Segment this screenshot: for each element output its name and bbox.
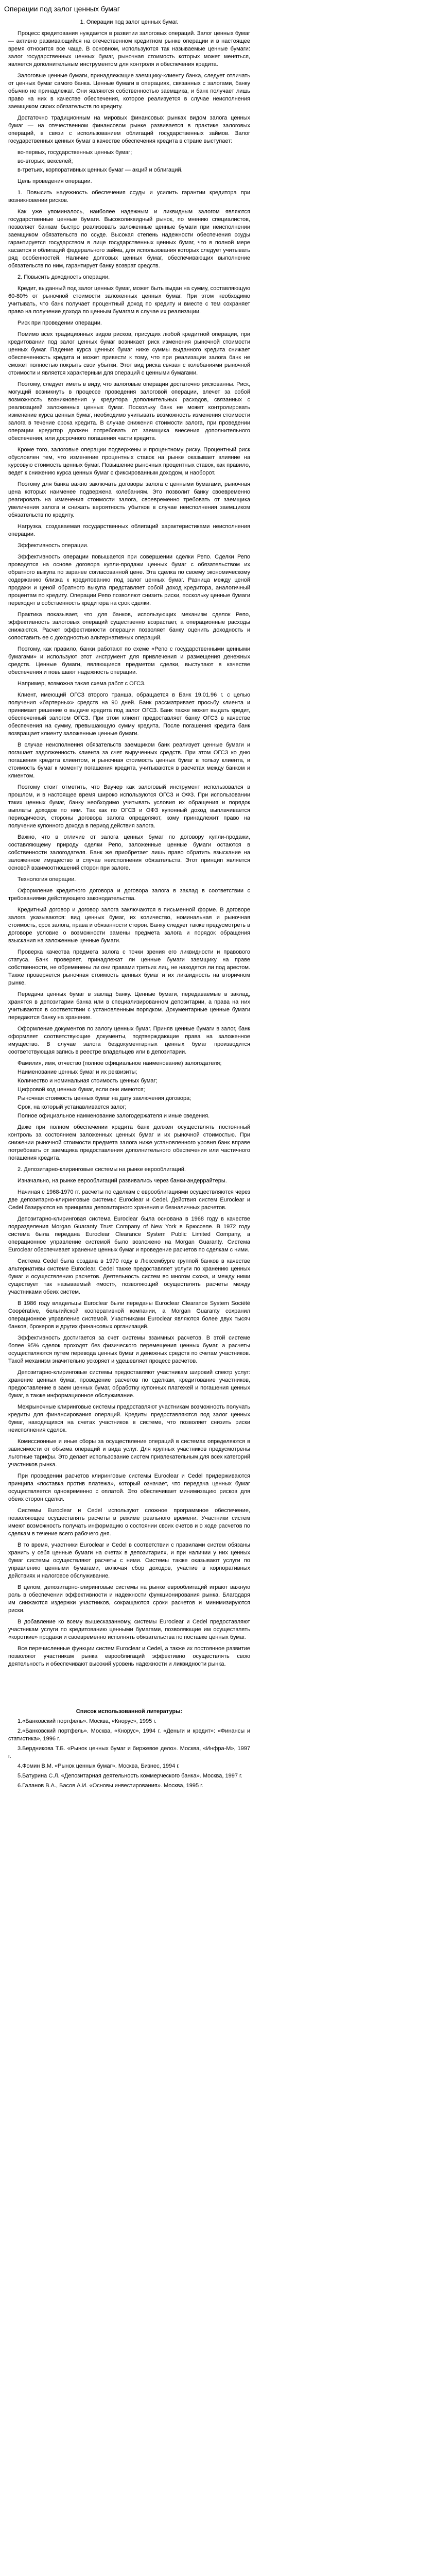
paragraph: Эффективность операции повышается при совершении сделки Репо. Сделки Репо проводятся на основе договора купли-продажи ценных бумаг с обязательством их обратного выкупа по заранее согласованной цене. Эта сделка по своему экономическому содержанию близка к кредитованию под залог ценных бумаг. Разница между ценой продажи и ценой обратного выкупа представляет собой доход кредитора, аналогичный процентам по кредиту. Операции Репо позволяют снизить риски, поскольку ценные бумаги переходят в собственность кредитора на срок сделки. [8, 554, 250, 606]
reference-item: 6.Галанов В.А., Басов А.И. «Основы инвестирования». Москва, 1995 г. [18, 1783, 203, 1789]
paragraph: Как уже упоминалось, наиболее надежным и ликвидным залогом являются государственные ценные бумаги. Высоколиквидный рынок, по мнению специалистов, позволяет банкам быстро реализовать заложенные ценные бумаги при неисполнении заемщиком обязательств по ссуде. Высокая степень надежности обеспечения ссуды гарантируется государством в лице государственных ценных бумаг, что в полной мере касается и облигаций федерального займа, для использования которых следует учитывать ряд особенностей. Наличие долговых ценных бумаг, обеспечивающих выполнение обязательств по ним, гарантирует банку возврат средств. [8, 209, 250, 269]
list-item: во-первых, государственных ценных бумаг; [18, 149, 132, 156]
paragraph: В целом, депозитарно-клиринговые системы на рынке еврооблигаций играют важную роль в обеспечении эффективности и надежности функционирования рынка. Благодаря им снижаются издержки участников, сокращаются сроки расчетов и минимизируются риски. [8, 1584, 250, 1614]
reference-item: 2.«Банковский портфель». Москва, «Кнорус», 1994 г. «Деньги и кредит»: «Финансы и статистика», 1996 г. [8, 1728, 250, 1742]
paragraph: Депозитарно-клиринговые системы предоставляют участникам широкий спектр услуг: хранение ценных бумаг, проведение расчетов по сделкам, кредитование участников, предоставление в заем ценных бумаг, обработку купонных платежей и погашения ценных бумаг, а также информационное обслуживание. [8, 1369, 250, 1399]
paragraph: Риск при проведении операции. [18, 320, 102, 326]
paragraph: Межрыночные клиринговые системы предоставляют участникам возможность получать кредиты для финансирования операций. Кредиты предоставляются под залог ценных бумаг, находящихся на счетах участников в системе, что позволяет снизить риски неисполнения сделок. [8, 1404, 250, 1433]
paragraph: Поэтому, как правило, банки работают по схеме «Репо с государственными ценными бумагами» и используют этот инструмент для привлечения и размещения денежных средств. Ценные бумаги, являющиеся предметом сделки, выступают в качестве обеспечения и повышают надежность операции. [8, 646, 250, 675]
list-item: Рыночная стоимость ценных бумаг на дату заключения договора; [18, 1095, 191, 1101]
paragraph: Даже при полном обеспечении кредита банк должен осуществлять постоянный контроль за состоянием заложенных ценных бумаг и их рыночной стоимостью. При снижении рыночной стоимости предмета залога ниже установленного уровня банк вправе потребовать от заемщика предоставления дополнительного обеспечения или частичного погашения кредита. [8, 1124, 250, 1161]
reference-item: 3.Бердникова Т.Б. «Рынок ценных бумаг и биржевое дело». Москва, «Инфра-М», 1997 г. [8, 1745, 250, 1759]
bullet-list [18, 1060, 250, 1120]
document-title: Операции под залог ценных бумаг [4, 5, 120, 13]
list-item: во-вторых, векселей; [18, 158, 73, 164]
paragraph: Оформление кредитного договора и договора залога в заклад в соответствии с требованиями действующего законодательства. [8, 888, 250, 902]
paragraph: Кроме того, залоговые операции подвержены и процентному риску. Процентный риск обусловлен тем, что изменение процентных ставок на рынке оказывает влияние на курсовую стоимость ценных бумаг. Повышение рыночных процентных ставок, как правило, ведет к снижению курса ценных бумаг с фиксированным доходом, и наоборот. [8, 447, 250, 476]
paragraph: Эффективность операции. [18, 543, 89, 549]
paragraph: Система Cedel была создана в 1970 году в Люксембурге группой банков в качестве альтернативы системе Euroclear. Cedel также предоставляет услуги по хранению ценных бумаг и осуществлению расчетов. Деятельность систем во многом схожа, и между ними существует так называемый «мост», позволяющий осуществлять расчеты между участниками обеих систем. [8, 1258, 250, 1295]
paragraph: Проверка качества предмета залога с точки зрения его ликвидности и правового статуса. Банк проверяет, принадлежат ли ценные бумаги заемщику на праве собственности, не обременены ли они правами третьих лиц, не находятся ли под арестом. Также проверяется рыночная стоимость ценных бумаг и их ликвидность на вторичном рынке. [8, 949, 250, 986]
list-item: Наименование ценных бумаг и их реквизиты; [18, 1069, 137, 1075]
references-title: Список использованной литературы: [76, 1708, 183, 1715]
paragraph: Например, возможна такая схема работ с ОГСЗ. [18, 681, 146, 687]
paragraph: 1. Повысить надежность обеспечения ссуды и усилить гарантии кредитора при возникновении рисков. [8, 190, 250, 204]
list-item: Полное официальное наименование залогодержателя и иные сведения. [18, 1113, 210, 1119]
paragraph: В добавление ко всему вышесказанному, системы Euroclear и Cedel предоставляют участникам услуги по кредитованию ценными бумагами, позволяющие им осуществлять «короткие» продажи и своевременно исполнять обязательства по поставке ценных бумаг. [8, 1619, 250, 1640]
bullet-list [18, 149, 250, 174]
paragraph: Цель проведения операции. [18, 178, 92, 184]
paragraph: Депозитарно-клиринговая система Euroclear была основана в 1968 году в качестве подразделения Morgan Guaranty Trust Company of New York в Брюсселе. В 1972 году система была передана Euroclear Clearance System Public Limited Company, а операционное управление системой было возложено на Morgan Guaranty. Система Euroclear обеспечивает хранение ценных бумаг и проведение расчетов по сделкам с ними. [8, 1216, 250, 1253]
paragraph: Технология операции. [18, 876, 76, 883]
paragraph: Передача ценных бумаг в заклад банку. Ценные бумаги, передаваемые в заклад, хранятся в депозитарии банка или в специализированном депозитарии, а права на них учитываются в соответствии с установленным порядком. Документарные ценные бумаги передаются банку на хранение. [8, 991, 250, 1021]
reference-item: 5.Батурина С.Л. «Депозитарная деятельность коммерческого банка». Москва, 1997 г. [18, 1773, 242, 1779]
paragraph: Оформление документов по залогу ценных бумаг. Приняв ценные бумаги в залог, банк оформляет соответствующие документы, подтверждающие права на заложенное имущество. В случае залога бездокументарных ценных бумаг производится соответствующая запись в реестре владельцев или в депозитарии. [8, 1026, 250, 1055]
paragraph: Системы Euroclear и Cedel используют сложное программное обеспечение, позволяющее осуществлять расчеты в режиме реального времени. Участники систем имеют возможность получать информацию о состоянии своих счетов и о ходе расчетов по сделкам в течение всего рабочего дня. [8, 1507, 250, 1537]
list-item: Фамилия, имя, отчество (полное официальное наименование) залогодателя; [18, 1060, 222, 1066]
list-item: Срок, на который устанавливается залог; [18, 1104, 127, 1110]
paragraph: Помимо всех традиционных видов рисков, присущих любой кредитной операции, при кредитовании под залог ценных бумаг возникает риск изменения рыночной стоимости ценных бумаг. Падение курса ценных бумаг ниже суммы выданного кредита снижает обеспеченность кредита и может привести к тому, что при реализации залога банк не сможет полностью покрыть свои убытки. Этот вид риска связан с колебаниями рыночной стоимости и является характерным для операций с ценными бумагами. [8, 331, 250, 376]
reference-item: 1.«Банковский портфель». Москва, «Кнорус», 1995 г. [18, 1718, 157, 1724]
list-item: в-третьих, корпоративных ценных бумаг — акций и облигаций. [18, 167, 183, 173]
paragraph: Нагрузка, создаваемая государственных облигаций характеристиками неисполнения операции. [8, 523, 250, 537]
list-item: Цифровой код ценных бумаг, если они имеются; [18, 1087, 145, 1093]
paragraph: Достаточно традиционным на мировых финансовых рынках видом залога ценных бумаг — на отечественном финансовом рынке развивается в практике залоговых операций, в связи с использованием облигаций государственных займов. Залог государственных ценных бумаг в качестве обеспечения кредита в стране выступает: [8, 115, 250, 144]
paragraph: Поэтому для банка важно заключать договоры залога с ценными бумагами, рыночная цена которых наименее подвержена колебаниям. Это позволит банку своевременно реагировать на изменения стоимости залога, своевременно требовать от заемщика увеличения залога и снижать вероятность убытков в случае неисполнения заемщиком обязательств по кредиту. [8, 481, 250, 518]
section-spacer [4, 1672, 432, 1708]
paragraph: Начиная с 1968-1970 гг. расчеты по сделкам с еврооблигациями осуществляются через две депозитарно-клиринговые системы: Euroclear и Cedel. Действия систем Euroclear и Cedel базируются на принципах депозитарного хранения и безналичных расчетов. [8, 1189, 250, 1211]
paragraph: Кредит, выданный под залог ценных бумаг, может быть выдан на сумму, составляющую 60-80% от рыночной стоимости заложенных ценных бумаг. При этом необходимо учитывать, что банк получает процентный доход по кредиту и вместе с тем сохраняет право на получение дохода по ценным бумагам в случае их реализации. [8, 285, 250, 315]
paragraph: В то время, участники Euroclear и Cedel в соответствии с правилами систем обязаны хранить у себя ценные бумаги на счетах в депозитариях, и при наличии у них ценных бумаг системы осуществляют расчеты с ними. Системы также оказывают услуги по управлению ценными бумагами, включая сбор доходов, участие в корпоративных действиях и налоговое обслуживание. [8, 1542, 250, 1579]
reference-item: 4.Фомин В.М. «Рынок ценных бумаг». Москва, Бизнес, 1994 г. [18, 1763, 180, 1769]
paragraph: Поэтому стоит отметить, что Ваучер как залоговый инструмент использовался в прошлом, и в настоящее время широко используются ОГСЗ и ОФЗ. При использовании таких ценных бумаг, банку необходимо учитывать условия их обращения и порядок выплаты доходов по ним. Так как по ОГСЗ и ОФЗ купонный доход выплачивается периодически, стороны договора залога определяют, кому принадлежит право на получение купонного дохода в период действия залога. [8, 784, 250, 829]
paragraph: Залоговые ценные бумаги, принадлежащие заемщику-клиенту банка, следует отличать от ценных бумаг самого банка. Ценные бумаги в операциях, связанных с залогами, банку обычно не принадлежат. Они являются собственностью заемщика, и банк получает лишь право на них в качестве обеспечения, которое реализуется в случае неисполнения заемщиком своих обязательств по кредиту. [8, 73, 250, 110]
paragraph: 2. Депозитарно-клиринговые системы на рынке еврооблигаций. [18, 1166, 186, 1173]
paragraph: Клиент, имеющий ОГСЗ второго транша, обращается в Банк 19.01.96 г. с целью получения «бартерных» средств на 90 дней. Банк рассматривает просьбу клиента и принимает решение о выдаче кредита под залог ОГСЗ. Банк также может выдать кредит, обеспеченный залогом ОГСЗ. При этом клиент предоставляет банку ОГСЗ в качестве обеспечения на сумму, превышающую сумму кредита. После погашения кредита банк возвращает клиенту заложенные ценные бумаги. [8, 692, 250, 737]
paragraph: В 1986 году владельцы Euroclear были переданы Euroclear Clearance System Société Coopérative, бельгийской кооперативной компании, а Morgan Guaranty сохранил операционное управление системой. Участниками Euroclear являются более двух тысяч банков, брокеров и других финансовых организаций. [8, 1300, 250, 1330]
section-heading: 1. Операции под залог ценных бумаг. [80, 19, 179, 25]
paragraph: Кредитный договор и договор залога заключаются в письменной форме. В договоре залога указываются: вид ценных бумаг, их количество, номинальная и рыночная стоимость, срок залога, права и обязанности сторон. Банку следует также предусмотреть в договоре условие о возможности замены предмета залога и порядок обращения взыскания на заложенные ценные бумаги. [8, 907, 250, 944]
list-item: Количество и номинальная стоимость ценных бумаг; [18, 1078, 158, 1084]
paragraph: Изначально, на рынке еврооблигаций развивались через банки-андеррайтеры. [18, 1178, 227, 1184]
paragraph: В случае неисполнения обязательств заемщиком банк реализует ценные бумаги и погашает задолженность клиента за счет вырученных средств. При этом ОГСЗ ко дню погашения кредита клиентом, и рыночная стоимость ценных бумаг в пользу клиента, и стоимость бумаг к моменту погашения кредита, учитываются в расчетах между банком и клиентом. [8, 742, 250, 779]
paragraph: Эффективность достигается за счет системы взаимных расчетов. В этой системе более 95% сделок проходят без физического перемещения ценных бумаг, а расчеты осуществляются путем перевода ценных бумаг и денежных средств по счетам участников. Такой механизм значительно ускоряет и удешевляет процесс расчетов. [8, 1335, 250, 1364]
references-list [8, 1718, 250, 1790]
paragraph: Процесс кредитования нуждается в развитии залоговых операций. Залог ценных бумаг — активно развивающийся на отечественном кредитном рынке операции и в настоящее время относится все чаще. В основном, используются так называемые ценные бумаги: залог государственных ценных бумаг, рыночная стоимость которых может меняться, является дополнительным инструментом для контроля и обеспечения кредита. [8, 30, 250, 67]
references-section [8, 1708, 250, 1790]
document-body [8, 19, 250, 1668]
paragraph: При проведении расчетов клиринговые системы Euroclear и Cedel придерживаются принципа «поставка против платежа», который означает, что передача ценных бумаг осуществляется одновременно с оплатой. Это обеспечивает минимизацию рисков для обеих сторон сделки. [8, 1473, 250, 1502]
paragraph: Практика показывает, что для банков, использующих механизм сделок Репо, эффективность залоговых операций существенно возрастает, а операционные расходы снижаются. Расчет эффективности операции позволяет банку оценить доходность и сопоставить ее с доходностью альтернативных операций. [8, 612, 250, 641]
paragraph: Все перечисленные функции систем Euroclear и Cedel, а также их постоянное развитие позволяют участникам рынка еврооблигаций эффективно осуществлять свою деятельность и обеспечивают высокий уровень надежности и ликвидности рынка. [8, 1646, 250, 1667]
paragraph: 2. Повысить доходность операции. [18, 274, 110, 280]
paragraph: Поэтому, следует иметь в виду, что залоговые операции достаточно рискованны. Риск, могущий возникнуть в процессе проведения залоговой операции, влечет за собой возможность возникновения у кредитора дополнительных расходов, связанных с реализацией заложенных ценных бумаг. Поскольку банк не может контролировать изменение курса ценных бумаг, необходимо учитывать возможность изменения стоимости залога в течение срока кредита. В случае снижения стоимости залога, при проведении операции кредитор должен потребовать от заемщика внесения дополнительного обеспечения, или досрочного погашения части кредита. [8, 381, 250, 442]
paragraph: Важно, что в отличие от залога ценных бумаг по договору купли-продажи, составляющему природу сделки Репо, заложенные ценные бумаги остаются в собственности залогодателя. Банк же приобретает лишь право обратить взыскание на заложенное имущество в случае неисполнения обязательств. Этот принцип является основой взаимоотношений сторон при залоге. [8, 834, 250, 871]
paragraph: Комиссионные и иные сборы за осуществление операций в системах определяются в зависимости от объема операций и вида услуг. Для крупных участников предусмотрены льготные тарифы. Это делает использование систем привлекательным для всех категорий участников рынка. [8, 1438, 250, 1468]
